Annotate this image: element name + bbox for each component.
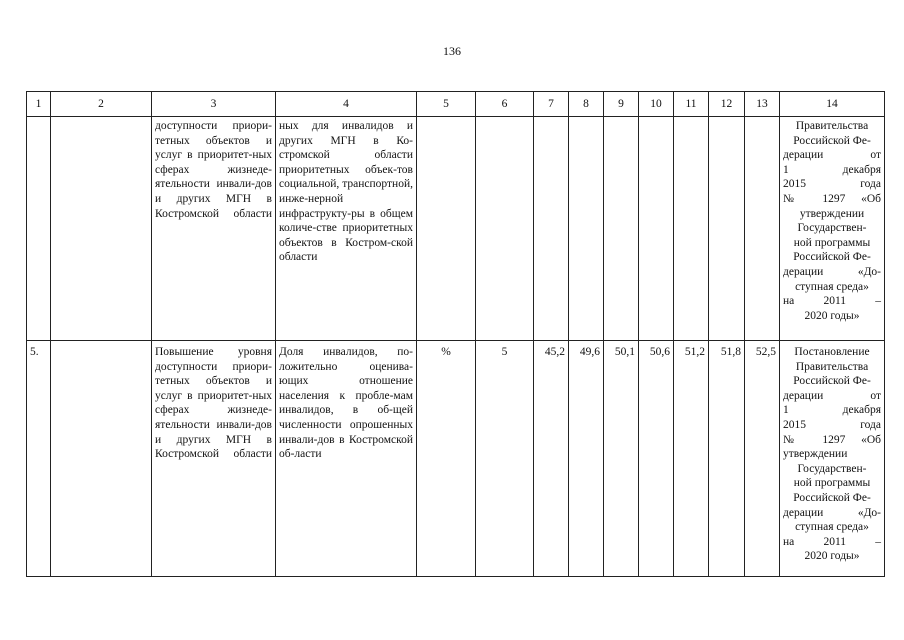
header-cell: 14 <box>780 92 885 117</box>
page-number: 136 <box>443 44 461 58</box>
value-cell: 49,6 <box>569 341 604 577</box>
source-cell <box>780 117 885 341</box>
value-cell: 45,2 <box>534 341 569 577</box>
table-cell <box>569 117 604 341</box>
source-line: Российской Фе- <box>793 491 871 504</box>
header-cell: 5 <box>417 92 476 117</box>
source-line: Государствен- <box>797 462 867 475</box>
header-cell: 7 <box>534 92 569 117</box>
source-line: 2015 года <box>783 178 881 191</box>
table-row-continued <box>27 117 885 341</box>
source-line: № 1297 «Об <box>783 433 881 446</box>
source-line: дерации от <box>783 389 881 402</box>
header-cell: 9 <box>604 92 639 117</box>
document-table <box>26 91 885 577</box>
table-cell <box>674 117 709 341</box>
table-cell <box>709 117 745 341</box>
source-line: 2015 года <box>783 418 881 431</box>
table-cell <box>51 117 152 341</box>
source-line: на 2011 – <box>783 295 881 308</box>
source-cell <box>780 341 885 577</box>
source-line: на 2011 – <box>783 535 881 548</box>
table-cell <box>745 117 780 341</box>
value-cell: 52,5 <box>745 341 780 577</box>
source-line: ной программы <box>793 236 871 249</box>
row-number-cell: 5. <box>27 341 51 577</box>
value-cell: 51,8 <box>709 341 745 577</box>
source-line: Российской Фе- <box>793 134 871 147</box>
source-line: Постановление <box>794 346 870 358</box>
header-cell: 1 <box>27 92 51 117</box>
header-cell: 13 <box>745 92 780 117</box>
source-line: 1 декабря <box>783 163 881 176</box>
source-line: ной программы <box>793 477 871 490</box>
source-line: дерации «До- <box>783 265 881 278</box>
value-cell: 5 <box>476 341 534 577</box>
source-line: дерации «До- <box>783 506 881 519</box>
table-cell <box>476 117 534 341</box>
table-cell <box>534 117 569 341</box>
table-cell <box>604 117 639 341</box>
header-cell: 2 <box>51 92 152 117</box>
indicator-cell: Доля инвалидов, по-ложительно оценива-ющих отношение населения к пробле-мам инвалидов, в об-щей численности опрошенных инвали-дов в Костромской об-ласти <box>276 341 417 577</box>
header-cell: 11 <box>674 92 709 117</box>
value-cell: 50,1 <box>604 341 639 577</box>
table-cell <box>417 117 476 341</box>
header-cell: 6 <box>476 92 534 117</box>
source-line: Правительства <box>795 360 869 373</box>
header-cell: 12 <box>709 92 745 117</box>
source-line: Государствен- <box>797 222 867 235</box>
table-cell <box>27 117 51 341</box>
source-line: № 1297 «Об <box>783 192 881 205</box>
table-cell <box>639 117 674 341</box>
source-line: Российской Фе- <box>793 375 871 388</box>
source-line: 2020 годы» <box>804 309 860 322</box>
goal-cell: Повышение уровня доступности приори-тетных объектов и услуг в приоритет-ных сферах жизнеде-ятельности инвали-дов и других МГН в Костромской области <box>152 341 276 577</box>
source-line: ступная среда» <box>795 521 869 534</box>
value-cell: 51,2 <box>674 341 709 577</box>
source-line: утверждении <box>783 448 848 461</box>
header-row <box>27 92 885 117</box>
source-line: утверждении <box>799 207 865 220</box>
header-cell: 8 <box>569 92 604 117</box>
source-line: Правительства <box>795 120 869 132</box>
header-cell: 4 <box>276 92 417 117</box>
header-cell: 3 <box>152 92 276 117</box>
source-line: 1 декабря <box>783 404 881 417</box>
header-cell: 10 <box>639 92 674 117</box>
table-cell <box>51 341 152 577</box>
source-line: 2020 годы» <box>804 550 860 563</box>
value-cell: 50,6 <box>639 341 674 577</box>
source-line: дерации от <box>783 149 881 162</box>
unit-cell: % <box>417 341 476 577</box>
source-line: ступная среда» <box>795 280 869 293</box>
source-line: Российской Фе- <box>793 251 871 264</box>
goal-cell: доступности приори-тетных объектов и услуг в приоритет-ных сферах жизнеде-ятельности инвали-дов и других МГН в Костромской области <box>152 117 276 341</box>
indicator-cell: ных для инвалидов и других МГН в Ко-стромской области приоритетных объек-тов социальной, транспортной, инже-нерной инфраструкту-ры в общем количе-стве приоритетных объектов в Костром-ской области <box>276 117 417 341</box>
table-row-5 <box>27 341 885 577</box>
